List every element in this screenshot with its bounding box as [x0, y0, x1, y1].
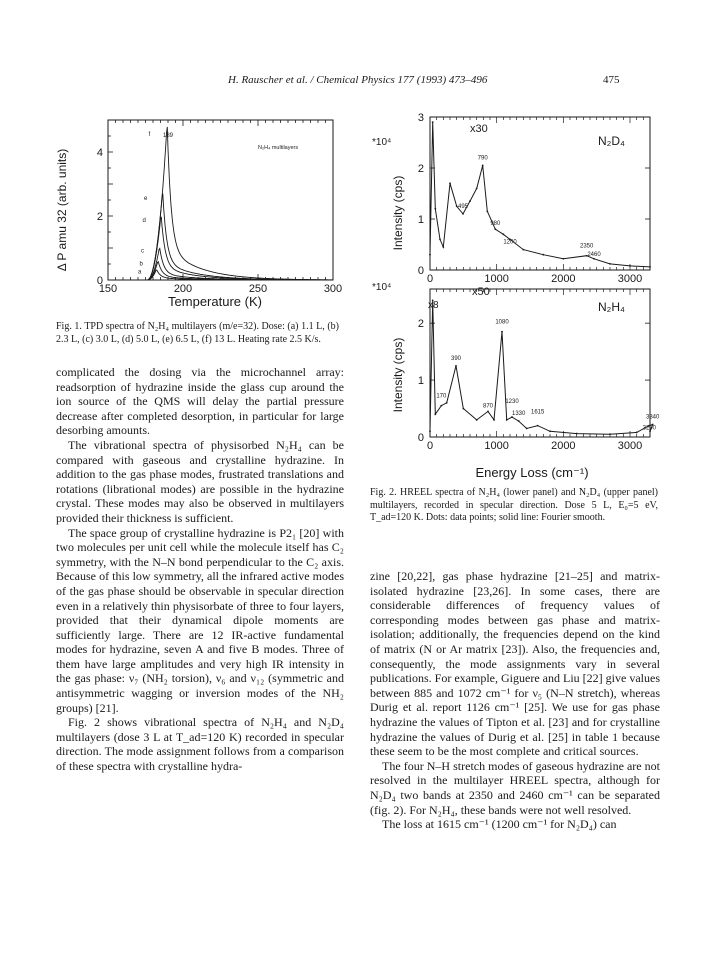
fig2-y-tick-label: 1 — [417, 214, 424, 226]
fig2-peak-label: 170 — [436, 393, 447, 400]
fig2-data-point — [562, 258, 564, 260]
fig1-y-tick-label: 0 — [96, 275, 103, 287]
fig2-x-tick-label: 3000 — [617, 440, 643, 452]
fig2-data-point — [502, 233, 504, 235]
fig2-data-point — [439, 239, 441, 241]
fig2-x-tick-label: 3000 — [617, 273, 643, 285]
fig2-data-point — [434, 413, 436, 415]
fig1-curve-label: d — [142, 218, 146, 225]
fig2-y-tick-label: 0 — [417, 265, 424, 277]
fig1-frame — [108, 120, 333, 280]
fig1-curve-label: c — [141, 248, 144, 255]
fig1-curve-label: a — [138, 269, 142, 276]
fig1-curve-d — [147, 217, 333, 280]
fig2-peak-label: 390 — [450, 355, 462, 362]
fig2-data-point — [518, 420, 520, 422]
figure-2-caption — [370, 487, 658, 525]
fig2-data-point — [649, 266, 651, 268]
fig2-data-point — [442, 246, 444, 248]
fig1-peak-label: 189 — [163, 133, 174, 139]
fig1-curves — [138, 127, 333, 280]
fig2-data-point — [440, 405, 442, 407]
fig2-y-axis-label-top: Intensity (cps) — [391, 175, 405, 251]
fig2-peak-label: 980 — [490, 221, 501, 228]
fig2-data-point — [449, 182, 451, 184]
fig2-peak-label: 1615 — [530, 409, 545, 416]
figure-1-caption — [56, 321, 339, 346]
fig2-data-point — [522, 249, 524, 251]
fig2-data-point — [455, 365, 457, 367]
fig2-scale-top: x30 — [470, 123, 488, 135]
fig1-x-tick-label: 200 — [173, 283, 193, 295]
fig2-peak-label: 2460 — [587, 251, 601, 258]
right-paragraph-2: The four N–H stretch modes of gaseous hydrazine are not resolved in the multilayer HREEL spectra, although for N₂D₄ two bands at 2350 and 2460 cm⁻¹ can be separated (fig. 2). For N₂H₄, these bands were not well resolved. — [370, 758, 660, 817]
fig2-data-point — [432, 121, 434, 123]
fig1-axes — [97, 120, 342, 295]
fig2-peak-label: 1200 — [503, 239, 517, 246]
left-paragraph-4: Fig. 2 shows vibrational spectra of N₂H₄ and N₂D₄ multilayers (dose 3 L at T_ad=120 K) recorded in specular direction. The mode assignment follows from a comparison of these spectra with crystalline hydra- — [56, 715, 344, 774]
fig2-multiplier-top: *10⁴ — [372, 137, 392, 148]
right-text-column — [370, 569, 660, 832]
fig2-data-point — [636, 432, 638, 434]
fig2-peak-label: 1230 — [505, 399, 519, 406]
figure-2-hreel-chart — [364, 105, 664, 483]
left-paragraph-2: The vibrational spectra of physisorbed N₂H₄ can be compared with gaseous and crystalline hydrazine. In addition to the gas phase modes, frustrated translations and rotations (librational modes) are possible in the hydrazine crystal. These modes may also be observed in multilayers provided their thickness is sufficient. — [56, 437, 344, 525]
fig2-multiplier-bottom: *10⁴ — [372, 282, 392, 293]
running-head: H. Rauscher et al. / Chemical Physics 177 (1993) 473–496 — [228, 74, 488, 86]
left-text-column — [56, 365, 344, 774]
fig2-data-point — [526, 428, 528, 430]
fig2-y-axis-label-bottom: Intensity (cps) — [391, 337, 405, 413]
fig2-scale-bottom-8: x8 — [428, 300, 439, 311]
fig1-y-axis-label: Δ P amu 32 (arb. units) — [55, 148, 69, 272]
fig2-data-point — [609, 263, 611, 265]
fig2-data-point — [476, 419, 478, 421]
fig2-data-point — [542, 254, 544, 256]
fig2-x-axis-label: Energy Loss (cm⁻¹) — [475, 465, 589, 480]
fig2-peak-label: 3340 — [645, 414, 660, 421]
fig2-data-point — [462, 213, 464, 215]
fig2-data-point — [482, 165, 484, 167]
fig2-data-point — [487, 410, 489, 412]
fig2-data-point — [494, 228, 496, 230]
page-number: 475 — [603, 74, 620, 86]
fig1-x-tick-label: 150 — [98, 283, 118, 295]
fig2-data-point — [476, 188, 478, 190]
right-paragraph-1: zine [20,22], gas phase hydrazine [21–25] and matrix-isolated hydrazine [23,26]. In some cases, there are considerable differences of frequency values of corresponding modes between gas phase and matrix-isolation; additionally, the frequencies depend on the kind of matrix (N or Ar matrix [23]). Also, the frequencies and, consequently, the mode assignments vary in several publications. For example, Giguere and Liu [22] give values between 885 and 1072 cm⁻¹ for ν₅ (N–N stretch), whereas Durig et al. report 1126 cm⁻¹ [25]. We use for gas phase hydrazine the values of Tipton et al. [23] and for crystalline hydrazine the values of Durig et al. [25] in table 1 because these seem to be the most complete and critical sources. — [370, 569, 660, 759]
fig2-data-point — [493, 419, 495, 421]
left-paragraph-1: complicated the dosing via the microchannel array: readsorption of hydrazine inside the glass cup around the ion source of the QMS will delay the partial pressure decrease after completed desorption, in particular for large desorbing amounts. — [56, 365, 344, 438]
fig2-x-tick-label: 1000 — [484, 273, 509, 285]
fig2-x-tick-label: 0 — [426, 273, 434, 285]
fig1-caption-label: Fig. 1. — [56, 321, 82, 332]
fig2-data-point — [429, 254, 431, 256]
fig1-x-tick-label: 250 — [248, 283, 268, 295]
fig2-data-point — [486, 210, 488, 212]
fig1-x-axis-label: Temperature (K) — [168, 294, 262, 309]
fig2-data-point — [446, 402, 448, 404]
fig2-y-tick-label: 2 — [417, 163, 424, 175]
fig2-x-tick-label: 1000 — [484, 440, 509, 452]
fig2-data-point — [429, 430, 431, 432]
fig2-caption-label: Fig. 2. — [370, 487, 397, 498]
fig2-data-point — [576, 433, 578, 435]
fig2-peak-label: 3290 — [642, 425, 657, 432]
fig2-peak-label: 1080 — [495, 319, 509, 326]
fig2-panel-bottom-label: N₂H₄ — [598, 300, 625, 314]
fig1-y-tick-label: 2 — [96, 211, 103, 223]
figure-1-tpd-chart — [52, 110, 352, 310]
fig1-curve-f — [147, 127, 333, 280]
fig2-data-point — [593, 258, 595, 260]
fig2-caption-text: HREEL spectra of N₂H₄ (lower panel) and N₂D₄ (upper panel) multilayers, recorded in specular direction. Dose 5 L, E₀=5 eV, T_ad=120 K. Dots: data points; solid line: Fourier smooth. — [370, 487, 659, 523]
fig2-axes — [418, 112, 650, 452]
fig2-peak-label: 790 — [477, 155, 488, 162]
fig2-data-point — [501, 331, 503, 333]
right-paragraph-3: The loss at 1615 cm⁻¹ (1200 cm⁻¹ for N₂D₄) can — [382, 817, 617, 832]
fig2-y-tick-label: 3 — [417, 112, 424, 124]
fig1-x-tick-label: 300 — [323, 283, 343, 295]
fig2-data-point — [549, 430, 551, 432]
fig1-y-tick-label: 4 — [96, 147, 103, 159]
fig2-y-tick-label: 2 — [417, 318, 424, 331]
fig2-panel-top-label: N₂D₄ — [598, 134, 625, 148]
fig2-peak-label: 1330 — [511, 411, 526, 418]
fig2-y-tick-label: 0 — [417, 432, 424, 444]
fig2-y-tick-label: 1 — [417, 375, 424, 388]
fig1-caption-text: TPD spectra of N₂H₄ multilayers (m/e=32). Dose: (a) 1.1 L, (b) 2.3 L, (c) 3.0 L, (d) 5.0 L, (e) 6.5 L, (f) 13 L. Heating rate 2.5 K/s. — [56, 321, 340, 345]
fig1-curve-label: f — [148, 131, 151, 138]
fig2-peak-label: 870 — [482, 403, 494, 410]
fig2-peak-label: 2350 — [579, 243, 594, 250]
fig2-data-point — [434, 208, 436, 210]
fig2-data-point — [506, 419, 508, 421]
left-paragraph-3: The space group of crystalline hydrazine is P2₁ [20] with two molecules per unit cell while the molecule itself has C₂ symmetry, with the N–N bond perpendicular to the C₂ axis. Because of this low symmetry, all the infrared active modes of the gas phase should be observable in specular direction even in a relatively thin physisorbate of three to four layers, provided that their dynamical dipole moments are sufficiently large. There are 12 IR-active fundamental modes for hydrazine, seven A and five B modes. Three of them have large amplitudes and very high IR intensity in the gas phase: ν₇ (NH₂ torsion), ν₆ and ν₁₂ (symmetric and antisymmetric wagging or inversion modes of the NH₂ groups) [21]. — [56, 525, 344, 715]
fig2-data-point — [629, 265, 631, 267]
fig2-data-point — [462, 408, 464, 410]
page-header — [0, 74, 720, 90]
fig2-x-tick-label: 0 — [426, 440, 434, 452]
fig2-data-point — [469, 200, 471, 202]
fig2-data-point — [537, 425, 539, 427]
fig1-curve-label: e — [144, 195, 148, 202]
fig2-x-tick-label: 2000 — [551, 273, 576, 285]
fig1-curve-label: b — [139, 261, 143, 268]
fig2-peak-label: 495 — [457, 203, 469, 210]
fig2-x-tick-label: 2000 — [551, 440, 576, 452]
fig2-data-point — [609, 433, 611, 435]
fig1-annotation: N₂H₄ multilayers — [258, 145, 299, 151]
fig2-scale-bottom-50: x50 — [472, 286, 490, 298]
